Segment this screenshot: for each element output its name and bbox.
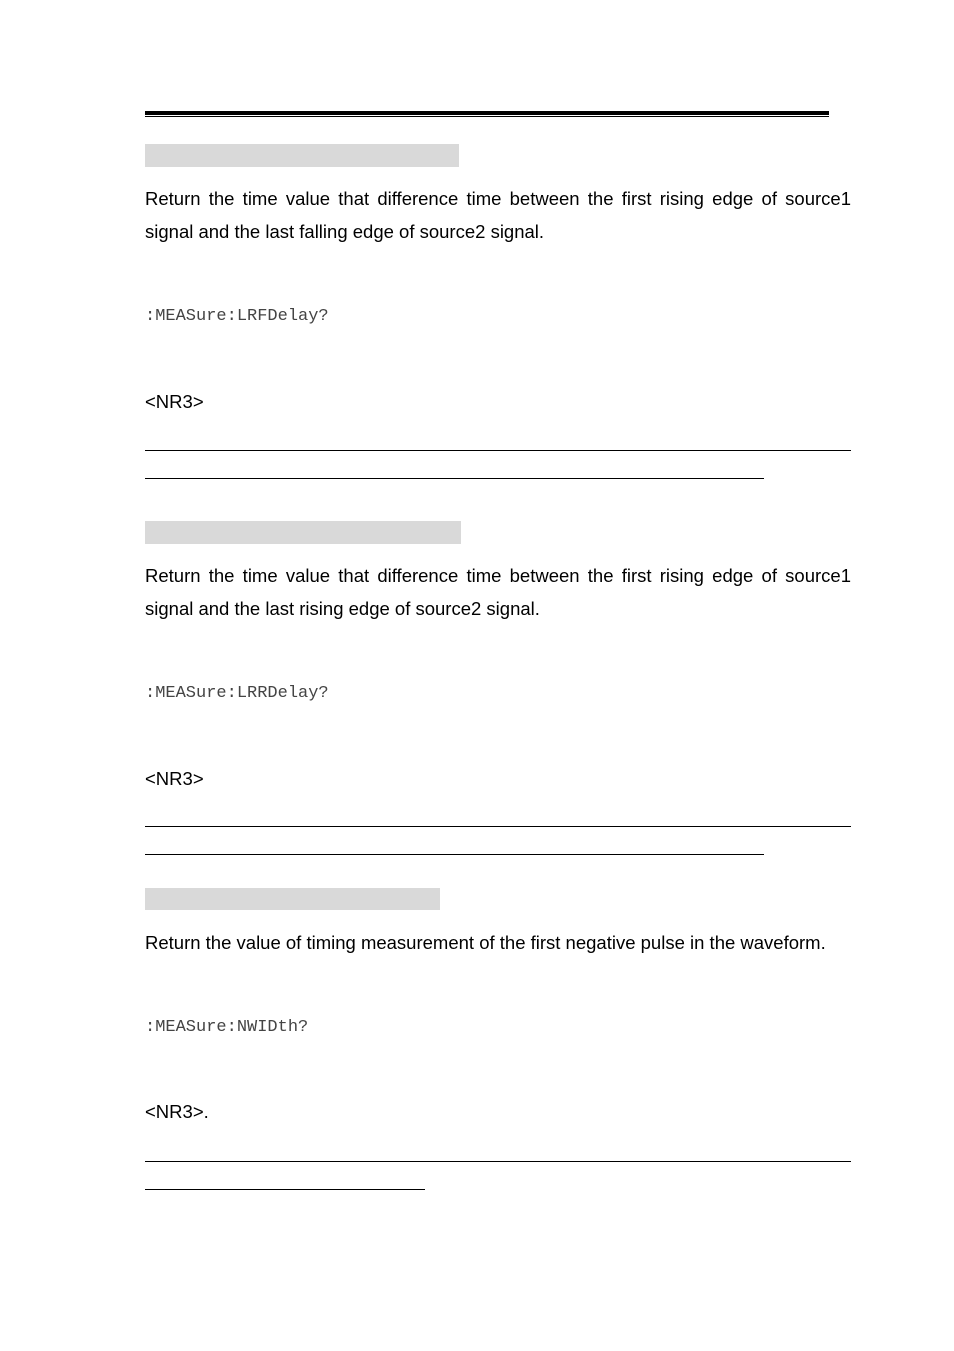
divider-line-short: [145, 1189, 425, 1190]
section-heading-bar: [145, 888, 440, 910]
command-syntax: :MEASure:LRRDelay?: [145, 684, 329, 703]
divider-line: [145, 450, 851, 451]
return-format: <NR3>: [145, 391, 204, 412]
section-description: Return the time value that difference time between the first rising edge of source1 signal and the last rising edge of source2 signal.: [145, 565, 851, 619]
section-heading-bar: [145, 144, 459, 167]
return-format: <NR3>.: [145, 1101, 209, 1122]
divider-line: [145, 826, 851, 827]
command-syntax: :MEASure:NWIDth?: [145, 1018, 309, 1037]
header-rule: [145, 111, 829, 115]
section-nwidth: [145, 888, 851, 1198]
section-description: Return the value of timing measurement of the first negative pulse in the waveform.: [145, 932, 826, 953]
divider-line: [145, 1161, 851, 1162]
divider-line-short: [145, 478, 764, 479]
command-syntax: :MEASure:LRFDelay?: [145, 307, 329, 326]
section-heading-bar: [145, 521, 461, 544]
section-lrrdelay: [145, 521, 851, 861]
return-format: <NR3>: [145, 768, 204, 789]
section-lrfdelay: [145, 144, 851, 484]
header-rule-thin: [145, 116, 829, 117]
section-description: Return the time value that difference time between the first rising edge of source1 signal and the last falling edge of source2 signal.: [145, 188, 851, 242]
divider-line-short: [145, 854, 764, 855]
